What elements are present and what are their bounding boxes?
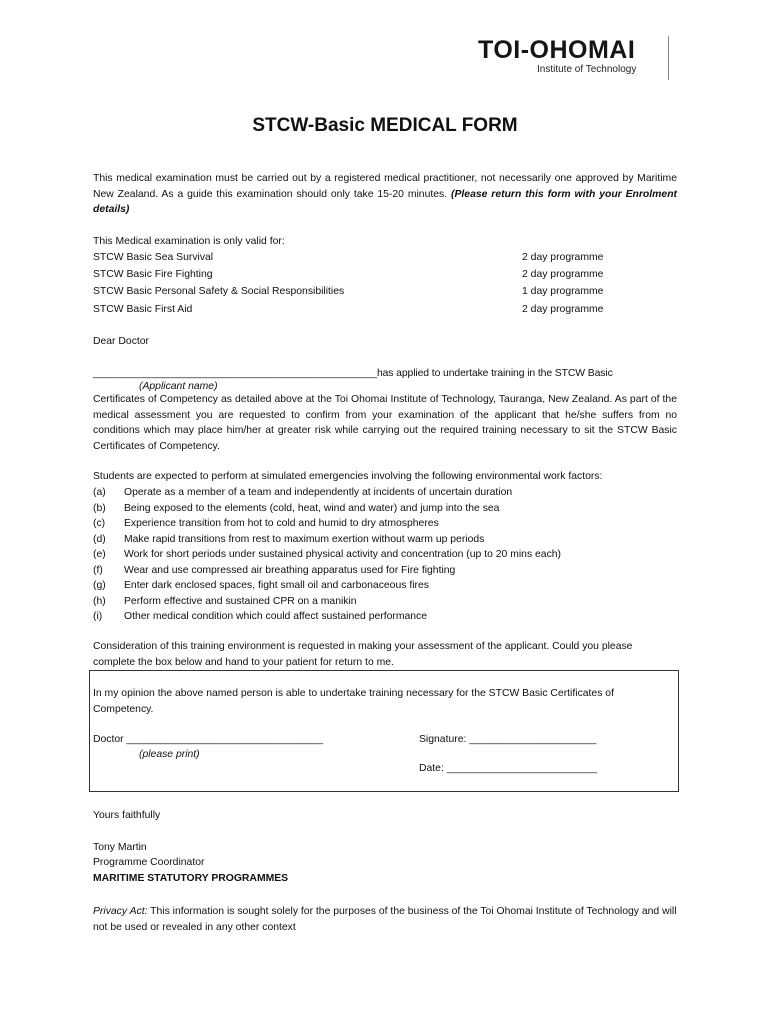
intro-text: This medical examination must be carried out by a registered medical practitioner, not necessarily one approved by Maritime New Zealand. As a guide this examination should only take 15-20 minutes. (93, 173, 677, 200)
department-name: MARITIME STATUTORY PROGRAMMES (93, 873, 289, 884)
list-text: Work for short periods under sustained physical activity and concentration (up to 20 mins each) (124, 549, 562, 561)
factors-intro: Students are expected to perform at simulated emergencies involving the following environmental work factors: (93, 471, 603, 482)
sign-off: Yours faithfully (93, 810, 161, 821)
opinion-statement: In my opinion the above named person is able to undertake training necessary for the STCW Basic Certificates of Competency. (93, 688, 614, 715)
list-item (93, 532, 677, 548)
salutation: Dear Doctor (93, 336, 150, 347)
course-row (93, 267, 677, 284)
course-duration: 2 day programme (522, 268, 604, 280)
list-item (93, 501, 677, 517)
factors-list (93, 485, 677, 625)
privacy-text: This information is sought solely for the purposes of the business of the Toi Ohomai Institute of Technology and will not be used or revealed in any other context (93, 906, 677, 933)
privacy-notice (93, 904, 677, 935)
logo-wordmark: TOI-OHOMAI (478, 36, 636, 64)
list-letter: (h) (93, 595, 106, 607)
course-row (93, 284, 677, 301)
signature-field[interactable]: Signature: ______________________ (419, 734, 597, 745)
course-name: STCW Basic Fire Fighting (93, 268, 213, 280)
course-name: STCW Basic Sea Survival (93, 251, 214, 263)
course-name: STCW Basic First Aid (93, 303, 193, 315)
course-row (93, 250, 677, 267)
form-title: STCW-Basic MEDICAL FORM (252, 115, 518, 136)
course-name: STCW Basic Personal Safety & Social Responsibilities (93, 286, 345, 298)
logo-subtitle: Institute of Technology (537, 64, 637, 75)
list-text: Operate as a member of a team and independently at incidents of uncertain duration (124, 487, 513, 498)
doctor-name-field[interactable]: Doctor __________________________________ (93, 734, 323, 745)
date-field[interactable]: Date: __________________________ (419, 763, 597, 774)
list-text: Perform effective and sustained CPR on a manikin (124, 595, 357, 607)
list-letter: (g) (93, 580, 106, 592)
logo-divider (668, 36, 669, 80)
list-letter: (f) (93, 564, 103, 576)
validity-section (93, 234, 677, 319)
validity-heading: This Medical examination is only valid for: (93, 236, 285, 247)
list-item (93, 563, 677, 579)
list-letter: (i) (93, 611, 103, 623)
applicant-name-label: (Applicant name) (139, 381, 218, 392)
consideration-paragraph: Consideration of this training environment is requested in making your assessment of the applicant. Could you please complete the box below and hand to your patient for return to me. (93, 641, 633, 668)
list-text: Being exposed to the elements (cold, heat, wind and water) and jump into the sea (124, 502, 500, 514)
course-duration: 2 day programme (522, 303, 604, 315)
signatory-name: Tony Martin (93, 842, 147, 853)
signatory-role: Programme Coordinator (93, 857, 205, 868)
privacy-label: Privacy Act: (93, 906, 148, 917)
list-letter: (e) (93, 549, 106, 561)
course-duration: 2 day programme (522, 251, 604, 263)
course-row (93, 302, 677, 319)
list-text: Other medical condition which could affect sustained performance (124, 611, 428, 623)
applicant-name-line[interactable]: __________________________________________________has applied to undertake training in the STCW Basic (93, 368, 613, 379)
list-text: Experience transition from hot to cold and humid to dry atmospheres (124, 518, 439, 530)
list-letter: (c) (93, 518, 106, 530)
list-letter: (b) (93, 502, 106, 514)
list-text: Enter dark enclosed spaces, fight small oil and carbonaceous fires (124, 580, 429, 592)
list-letter: (d) (93, 533, 106, 545)
doctor-name-hint: (please print) (139, 749, 200, 760)
list-text: Wear and use compressed air breathing apparatus used for Fire fighting (124, 564, 456, 576)
list-item (93, 594, 677, 610)
letter-body: Certificates of Competency as detailed above at the Toi Ohomai Institute of Technology, Tauranga, New Zealand. As part of the medical assessment you are requested to confirm from your examination of the applicant that he/she suffers from no conditions which may place him/her at greater risk while carrying out the required training necessary to sit the STCW Basic Certificates of Competency. (93, 394, 677, 452)
course-duration: 1 day programme (522, 286, 604, 298)
list-item (93, 609, 677, 625)
institute-logo (478, 36, 678, 82)
list-letter: (a) (93, 487, 106, 498)
list-text: Make rapid transitions from rest to maximum exertion without warm up periods (124, 533, 485, 545)
list-item (93, 485, 677, 501)
list-item (93, 516, 677, 532)
intro-emphasis: (Please return this form with your Enrolment details) (93, 188, 677, 215)
intro-paragraph (93, 171, 677, 218)
list-item (93, 547, 677, 563)
list-item (93, 578, 677, 594)
